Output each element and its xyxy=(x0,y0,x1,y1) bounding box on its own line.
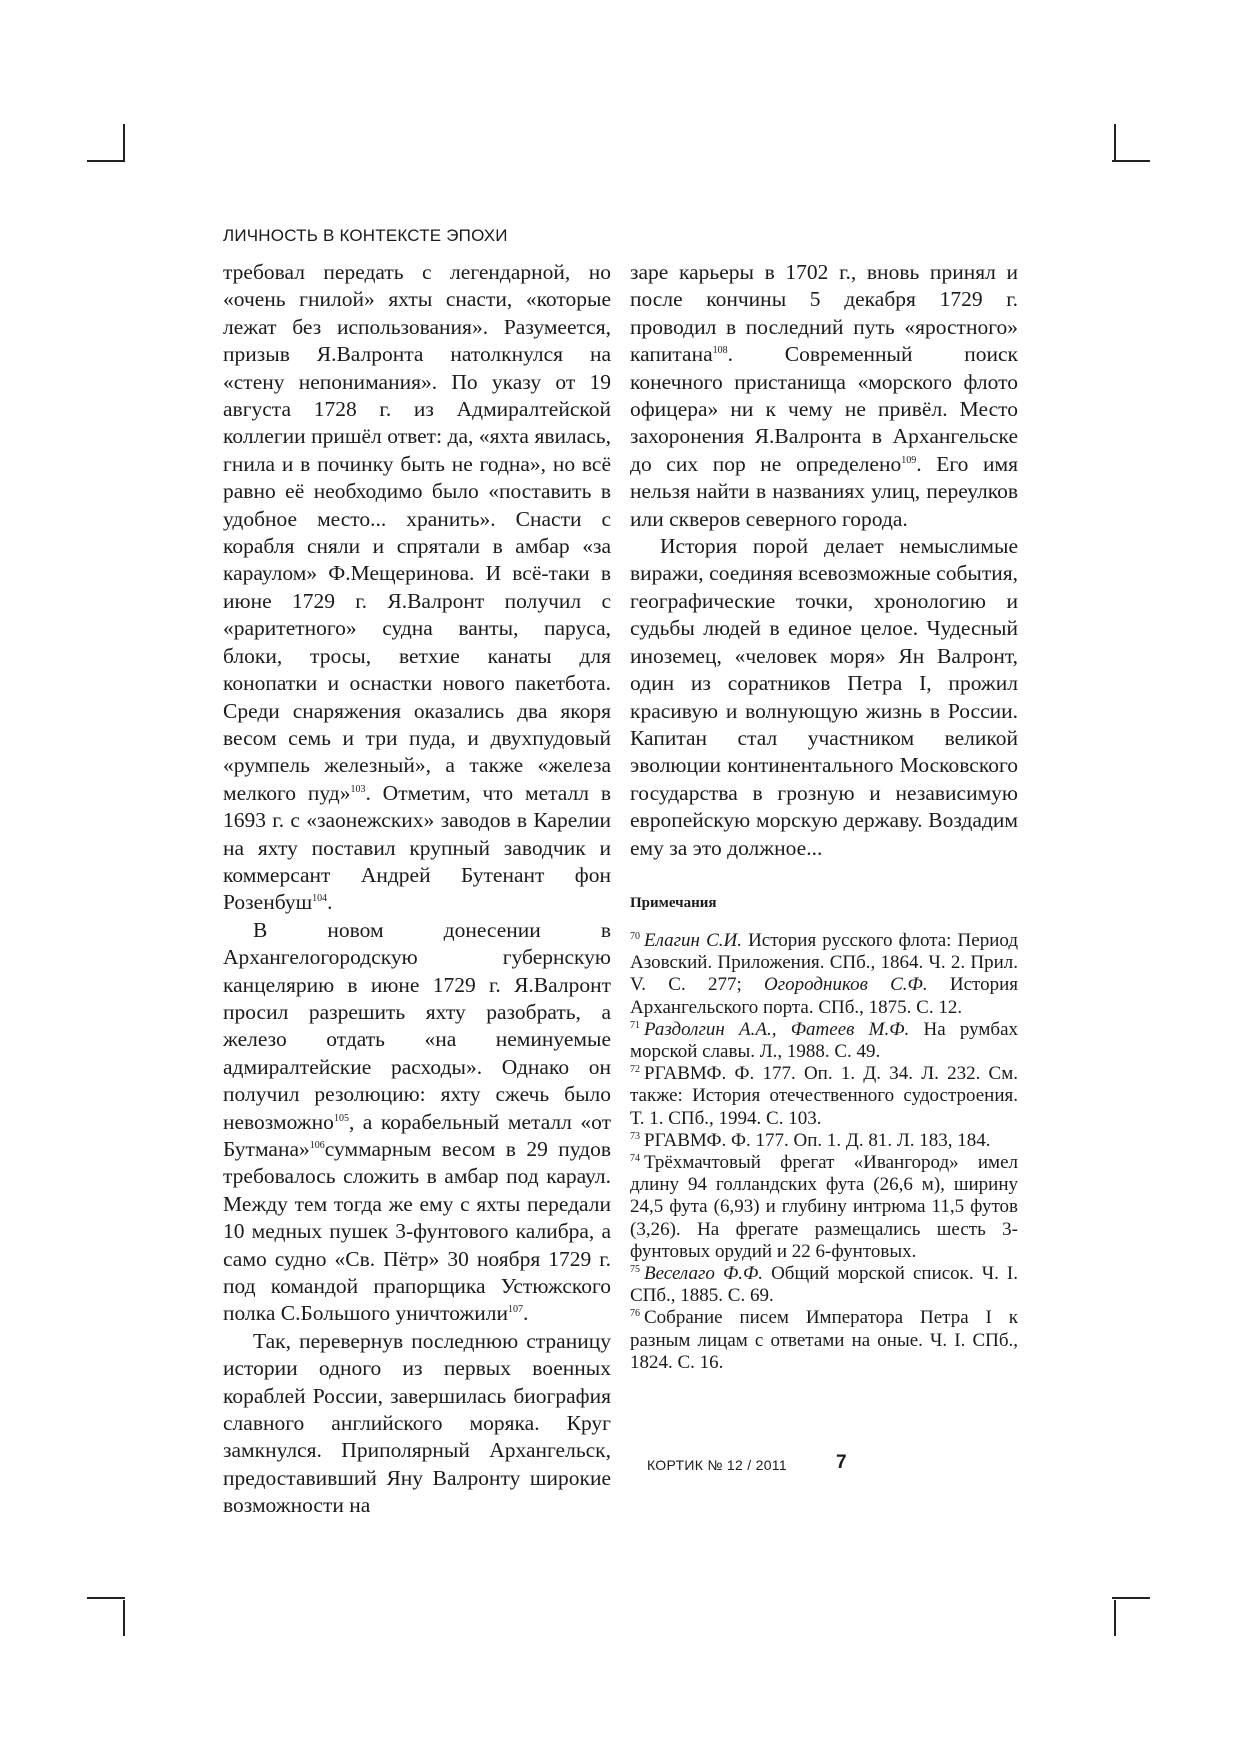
notes-section xyxy=(630,895,1018,1374)
footnote-author: Елагин С.И. xyxy=(644,930,742,951)
footnote-author: Веселаго Ф.Ф. xyxy=(644,1263,763,1285)
crop-mark xyxy=(1114,124,1116,160)
footnote-text: РГАВМФ. Ф. 177. Оп. 1. Д. 34. Л. 232. См. также: История отечественного судостроения. Т. 1. СПб., 1994. С. 103. xyxy=(630,1063,1018,1129)
footnote-author: Раздолгин А.А., Фатеев М.Ф. xyxy=(644,1018,910,1040)
footnote-number: 76 xyxy=(630,1308,640,1320)
running-head: ЛИЧНОСТЬ В КОНТЕКСТЕ ЭПОХИ xyxy=(223,226,508,245)
footnote xyxy=(630,1019,1018,1063)
crop-mark xyxy=(1114,1600,1116,1636)
footnote-ref: 107 xyxy=(508,1304,524,1316)
crop-mark xyxy=(123,124,125,160)
crop-mark xyxy=(123,1600,125,1636)
footnote-ref: 106 xyxy=(309,1140,325,1151)
footnote-ref: 104 xyxy=(312,893,328,905)
notes-title: Примечания xyxy=(630,895,717,911)
crop-mark xyxy=(87,160,125,162)
footnote-text: Трёхмачтовый фрегат «Ивангород» имел длину 94 голландских фута (26,6 м), ширину 24,5 фута (6,93) и глубину интрюма 11,5 футов (3,26). На фрегате размещались шесть 3-фунтовых орудий и 22 6-фунтовых. xyxy=(630,1152,1018,1262)
footnote-number: 70 xyxy=(630,931,640,942)
footnote-ref: 108 xyxy=(712,345,728,357)
right-column xyxy=(630,259,1018,862)
footnote-number: 73 xyxy=(630,1130,640,1142)
journal-footer: КОРТИК № 12 / 2011 xyxy=(647,1457,787,1473)
footnote xyxy=(630,1152,1018,1263)
footnote-author: Огородников С.Ф. xyxy=(764,974,928,996)
page-number: 7 xyxy=(836,1452,847,1473)
paragraph: История порой делает немыслимые виражи, соединяя всевозможные события, географические точки, хронологию и судьбы людей в единое целое. Чудесный иноземец, «человек моря» Ян Валронт, один из соратников Петра I, прожил красивую и волнующую жизнь в России. Капитан стал участником великой эволюции континентального Московского государства в грозную и независимую европейскую морскую державу. Воздадим ему за это должное... xyxy=(630,534,1018,860)
footnote xyxy=(630,1263,1018,1307)
crop-mark xyxy=(87,1597,125,1599)
crop-mark xyxy=(1112,1597,1150,1599)
footnote-text: РГАВМФ. Ф. 177. Оп. 1. Д. 81. Л. 183, 184. xyxy=(644,1129,991,1151)
footnote-text: На румбах морской славы. Л., 1988. С. 49. xyxy=(630,1018,1018,1063)
footnote-text: История Архангельского порта. СПб., 1875. С. 12. xyxy=(630,974,1018,1018)
footnote-number: 71 xyxy=(630,1019,640,1031)
footnote-number: 72 xyxy=(630,1064,640,1076)
paragraph: В новом донесении в Архангелогородскую губернскую канцелярию в июне 1729 г. Я.Валронт просил разрешить яхту разобрать, а железо отдать «на неминуемые адмиралтейские расходы». Однако он получил резолюцию: яхту сжечь было невозможно$^{105}$, а корабельный металл «от Бутмана»$^{106}$суммарным весом в 29 пудов требовалось сложить в амбар под караул. Между тем тогда же ему с яхты передали 10 медных пушек 3-фунтового калибра, а само судно «Св. Пётр» 30 ноября 1729 г. под командой прапорщика Устюжского полка С.Большого уничтожили$^{107}$. xyxy=(223,917,611,1326)
crop-mark xyxy=(1112,160,1150,162)
left-column xyxy=(223,259,611,1520)
footnote-ref: 105 xyxy=(333,1112,349,1124)
footnote-ref: 103 xyxy=(350,783,366,795)
footnote xyxy=(630,1307,1018,1374)
notes-list xyxy=(630,930,1018,1374)
paragraph: заре карьеры в 1702 г., вновь принял и после кончины 5 декабря 1729 г. проводил в последний путь «яростного» капитана$^{108}$. Современный поиск конечного пристанища «морского флото офицера» ни к чему не привёл. Место захоронения Я.Валронта в Архангельске до сих пор не определено$^{109}$. Его имя нельзя найти в названиях улиц, переулков или скверов северного города. xyxy=(630,260,1018,531)
paragraph: требовал передать с легендарной, но «очень гнилой» яхты снасти, «которые лежат без использования». Разумеется, призыв Я.Валронта натолкнулся на «стену непонимания». По указу от 19 августа 1728 г. из Адмиралтейской коллегии пришёл ответ: да, «яхта явилась, гнила и в починку быть не годна», но всё равно её необходимо было «поставить в удобное место... хранить». Снасти с корабля сняли и спрятали в амбар «за караулом» Ф.Мещеринова. И всё-таки в июне 1729 г. Я.Валронт получил с «раритетного» судна ванты, паруса, блоки, тросы, ветхие канаты для конопатки и оснастки нового пакетбота. Среди снаряжения оказались два якоря весом семь и три пуда, и двухпудовый «румпель железный», а также «железа мелкого пуд»$^{103}$. Отметим, что металл в 1693 г. с «заонежских» заводов в Карелии на яхту поставил крупный заводчик и коммерсант Андрей Бутенант фон Розенбуш$^{104}$. xyxy=(223,260,611,915)
footnote xyxy=(630,1130,1018,1152)
footnote-ref: 109 xyxy=(901,454,917,466)
footnote xyxy=(630,930,1018,1019)
footnote-number: 75 xyxy=(630,1264,640,1276)
footnote-text: История русского флота: Период Азовский. Приложения. СПб., 1864. Ч. 2. Прил. V. С. 277; xyxy=(630,930,1018,996)
footnote xyxy=(630,1063,1018,1130)
footnote-number: 74 xyxy=(630,1153,640,1165)
paragraph: Так, перевернув последнюю страницу истории одного из первых военных кораблей России, завершилась биография славного английского моряка. Круг замкнулся. Приполярный Архангельск, предоставивший Яну Валронту широкие возможности на xyxy=(223,1328,611,1518)
footnote-text: Собрание писем Императора Петра I к разным лицам с ответами на оные. Ч. I. СПб., 1824. С. 16. xyxy=(630,1307,1018,1373)
footnote-text: Общий морской список. Ч. I. СПб., 1885. С. 69. xyxy=(630,1263,1018,1307)
